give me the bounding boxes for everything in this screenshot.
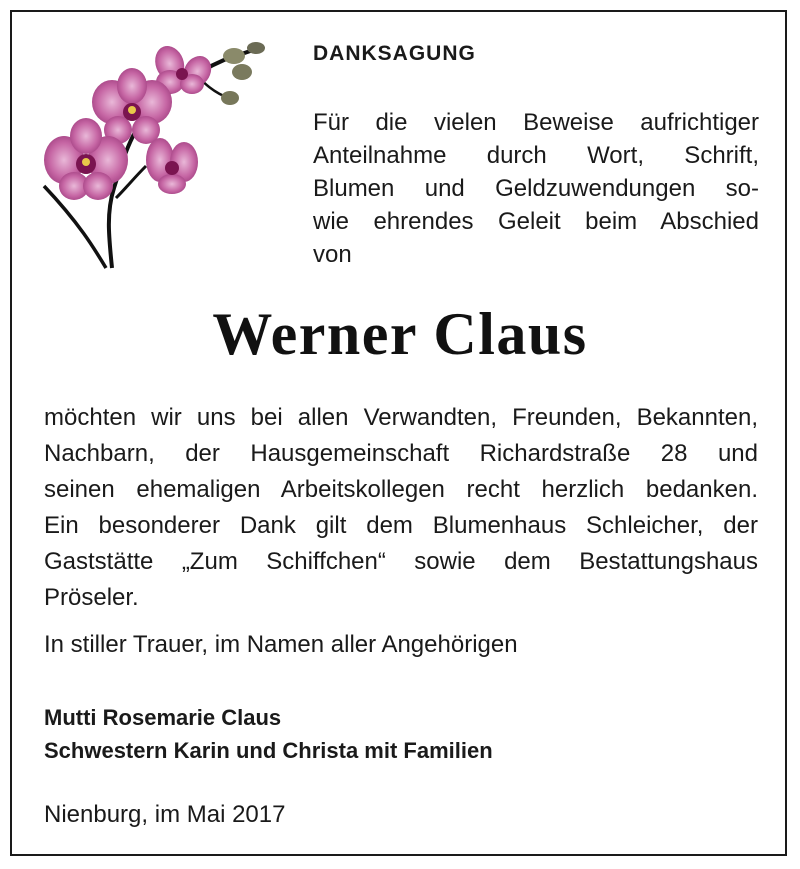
intro-line: Anteilnahme durch Wort, Schrift, (313, 142, 759, 169)
intro-line: wie ehrendes Geleit beim Abschied (313, 208, 759, 235)
intro-line: von (313, 241, 352, 268)
thanks-line: seinen ehemaligen Arbeitskollegen recht herzlich bedanken. (44, 476, 758, 503)
closing-line: In stiller Trauer, im Namen aller Angehörigen (44, 631, 518, 658)
intro-paragraph (313, 106, 759, 271)
signature-line: Mutti Rosemarie Claus (44, 705, 282, 730)
signatures-block (44, 701, 493, 767)
deceased-name: Werner Claus (212, 301, 588, 367)
signature-line: Schwestern Karin und Christa mit Familien (44, 738, 493, 763)
place-date: Nienburg, im Mai 2017 (44, 801, 286, 828)
intro-line: Blumen und Geldzuwendungen so- (313, 175, 759, 202)
orchid-icon (34, 38, 274, 272)
thanks-line: Nachbarn, der Hausgemeinschaft Richardstraße 28 und (44, 440, 758, 467)
thanks-line: Ein besonderer Dank gilt dem Blumenhaus Schleicher, der (44, 512, 758, 539)
thanks-line: Gaststätte „Zum Schiffchen“ sowie dem Bestattungshaus (44, 548, 758, 575)
thanks-line: möchten wir uns bei allen Verwandten, Freunden, Bekannten, (44, 404, 758, 431)
thanks-paragraph (44, 400, 758, 616)
thanks-line: Pröseler. (44, 584, 139, 611)
notice-heading: DANKSAGUNG (313, 42, 476, 65)
intro-line: Für die vielen Beweise aufrichtiger (313, 109, 759, 136)
